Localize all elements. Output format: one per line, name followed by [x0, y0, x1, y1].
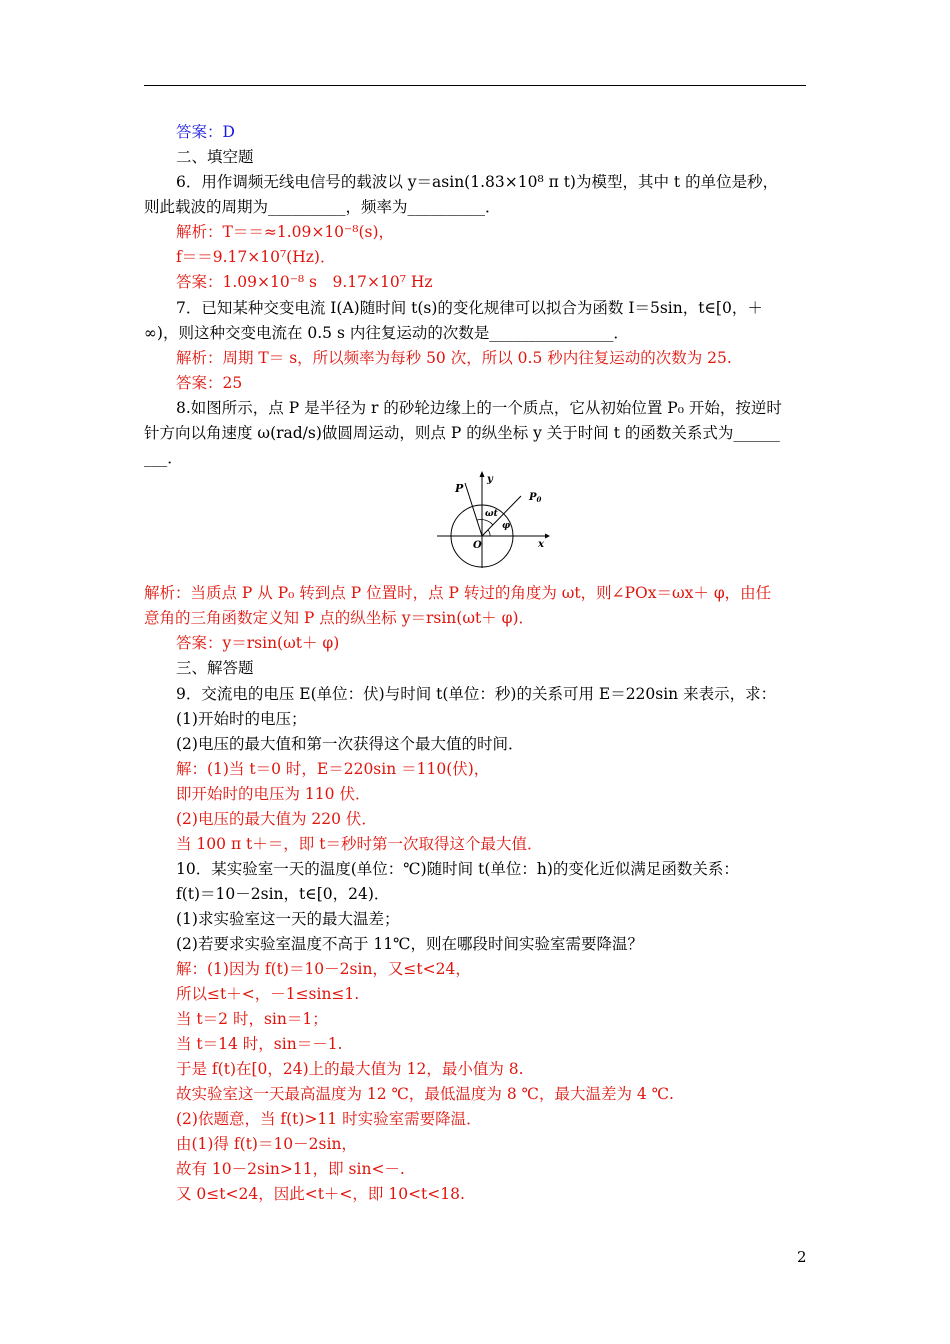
question-10-part-2: (2)若要求实验室温度不高于 11℃，则在哪段时间实验室需要降温？ — [176, 935, 643, 953]
question-8-line-3: ___． — [144, 449, 183, 467]
question-6-line-1: 6．用作调频无线电信号的载波以 y＝asin(1.83×10⁸ π t)为模型，其中 t 的单位是秒， — [176, 173, 779, 191]
question-10-line-2: f(t)＝10－2sin，t∈[0，24)． — [176, 885, 390, 903]
question-8-answer: 答案：y＝rsin(ωt＋ φ) — [176, 634, 340, 652]
question-10-solution-3: 当 t＝2 时，sin＝1； — [176, 1010, 328, 1028]
question-9-solution-1: 解：(1)当 t＝0 时，E＝220sin ＝110(伏)， — [176, 760, 490, 778]
question-10-part-1: (1)求实验室这一天的最大温差； — [176, 910, 400, 928]
question-10-solution-4: 当 t＝14 时，sin＝－1. — [176, 1035, 343, 1053]
question-7-line-2: ∞)，则这种交变电流在 0.5 s 内往复运动的次数是________________． — [144, 324, 629, 342]
question-7-line-1: 7．已知某种交变电流 I(A)随时间 t(s)的变化规律可以拟合为函数 I＝5sin，t∈[0，＋ — [176, 299, 763, 317]
question-6-line-2: 则此载波的周期为__________，频率为__________． — [144, 198, 501, 216]
question-6-answer: 答案：1.09×10⁻⁸ s 9.17×10⁷ Hz — [176, 273, 433, 291]
y-axis-arrow — [480, 471, 485, 477]
label-origin: O — [473, 540, 482, 551]
question-7-answer: 答案：25 — [176, 374, 243, 392]
question-10-solution-8: 由(1)得 f(t)＝10－2sin， — [176, 1135, 357, 1153]
question-7-solution: 解析：周期 T＝ s，所以频率为每秒 50 次，所以 0.5 秒内往复运动的次数为 25. — [176, 349, 732, 367]
question-8-solution-2: 意角的三角函数定义知 P 点的纵坐标 y＝rsin(ωt＋ φ)． — [144, 609, 535, 627]
section-answers: 三、解答题 — [176, 659, 254, 677]
page-number: 2 — [797, 1248, 807, 1266]
question-10-solution-10: 又 0≤t<24，因此<t＋<，即 10<t<18. — [176, 1185, 465, 1203]
question-6-solution-2: f＝＝9.17×10⁷(Hz)． — [176, 248, 336, 266]
angle-phi-arc — [488, 530, 490, 536]
label-phi: φ — [502, 521, 511, 531]
question-10-solution-5: 于是 f(t)在[0，24)上的最大值为 12，最小值为 8. — [176, 1060, 524, 1078]
unit-circle-figure — [431, 470, 551, 570]
answer-5: 答案：D — [176, 123, 235, 141]
question-8-line-2: 针方向以角速度 ω(rad/s)做圆周运动，则点 P 的纵坐标 y 关于时间 t 的函数关系式为______ — [144, 424, 780, 442]
radius-p — [465, 483, 482, 536]
label-x: x — [538, 539, 544, 550]
label-y: y — [487, 474, 493, 485]
section-fill-in: 二、填空题 — [176, 148, 254, 166]
question-9-solution-2: 即开始时的电压为 110 伏． — [176, 785, 371, 803]
question-8-solution-1: 解析：当质点 P 从 P₀ 转到点 P 位置时，点 P 转过的角度为 ωt，则∠POx＝ωx＋ φ，由任 — [144, 584, 772, 602]
question-9-part-2: (2)电压的最大值和第一次获得这个最大值的时间． — [176, 735, 524, 753]
label-omega-t: ωt — [485, 509, 498, 519]
label-p: P — [455, 482, 464, 495]
question-9-line-1: 9．交流电的电压 E(单位：伏)与时间 t(单位：秒)的关系可用 E＝220sin 来表示，求： — [176, 685, 777, 703]
x-axis-arrow — [545, 534, 550, 539]
question-10-solution-9: 故有 10－2sin>11，即 sin<－. — [176, 1160, 405, 1178]
question-10-solution-6: 故实验室这一天最高温度为 12 ℃，最低温度为 8 ℃，最大温差为 4 ℃. — [176, 1085, 674, 1103]
angle-wt-arc — [477, 520, 493, 525]
question-6-solution-1: 解析：T＝＝≈1.09×10⁻⁸(s)， — [176, 223, 394, 241]
label-p0: $P_0$ — [529, 492, 542, 504]
question-8-line-1: 8.如图所示，点 P 是半径为 r 的砂轮边缘上的一个质点，它从初始位置 P₀ 开始，按逆时 — [176, 399, 782, 417]
question-10-line-1: 10．某实验室一天的温度(单位：℃)随时间 t(单位：h)的变化近似满足函数关系： — [176, 860, 739, 878]
header-rule — [144, 85, 806, 86]
question-10-solution-2: 所以≤t＋<，－1≤sin≤1. — [176, 985, 360, 1003]
question-9-solution-3: (2)电压的最大值为 220 伏． — [176, 810, 377, 828]
question-10-solution-1: 解：(1)因为 f(t)＝10－2sin，又≤t<24， — [176, 960, 471, 978]
question-10-solution-7: (2)依题意，当 f(t)>11 时实验室需要降温． — [176, 1110, 482, 1128]
question-9-part-1: (1)开始时的电压； — [176, 710, 307, 728]
question-9-solution-4: 当 100 π t＋＝，即 t＝秒时第一次取得这个最大值． — [176, 835, 543, 853]
